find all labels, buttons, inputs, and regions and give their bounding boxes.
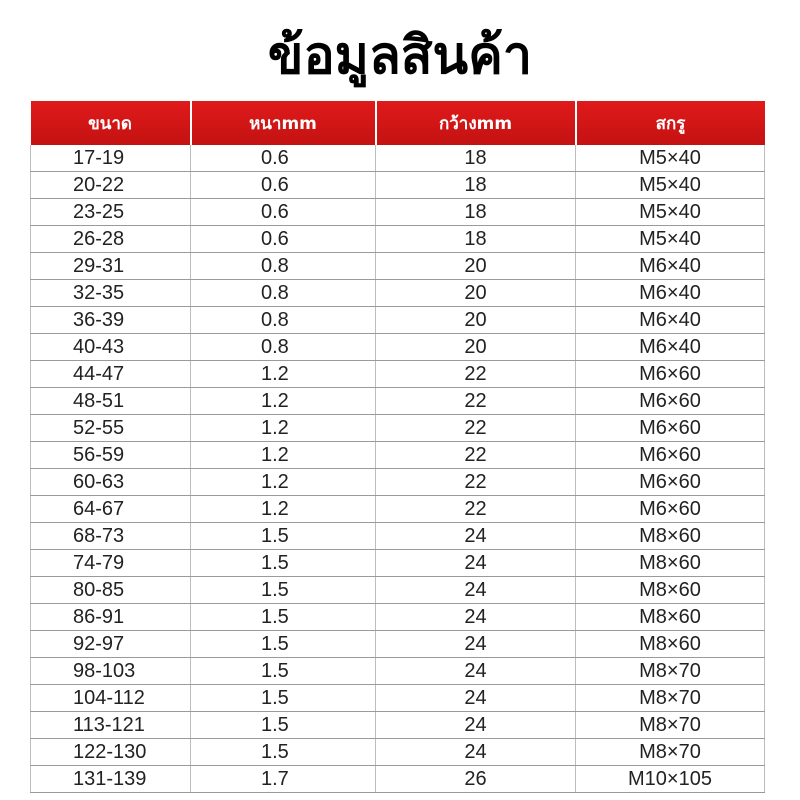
product-spec-table (30, 101, 765, 793)
width-cell: 24 (376, 631, 576, 658)
table-row (31, 415, 765, 442)
thickness-cell: 0.8 (191, 253, 376, 280)
thickness-cell: 1.5 (191, 712, 376, 739)
screw-cell: M5×40 (576, 172, 765, 199)
thickness-cell: 1.2 (191, 415, 376, 442)
screw-cell: M6×60 (576, 496, 765, 523)
table-row (31, 334, 765, 361)
screw-cell: M8×60 (576, 631, 765, 658)
width-cell: 20 (376, 280, 576, 307)
table-row (31, 361, 765, 388)
thickness-cell: 0.6 (191, 199, 376, 226)
size-cell: 36-39 (31, 307, 191, 334)
thickness-cell: 0.8 (191, 280, 376, 307)
size-cell: 122-130 (31, 739, 191, 766)
screw-cell: M6×60 (576, 361, 765, 388)
screw-cell: M8×60 (576, 550, 765, 577)
thickness-cell: 1.5 (191, 604, 376, 631)
thickness-cell: 1.5 (191, 739, 376, 766)
width-cell: 20 (376, 334, 576, 361)
width-cell: 22 (376, 388, 576, 415)
screw-cell: M6×60 (576, 442, 765, 469)
thickness-cell: 0.8 (191, 307, 376, 334)
thickness-cell: 1.2 (191, 469, 376, 496)
size-cell: 29-31 (31, 253, 191, 280)
table-row (31, 253, 765, 280)
size-cell: 131-139 (31, 766, 191, 793)
table-row (31, 550, 765, 577)
screw-cell: M6×60 (576, 415, 765, 442)
column-header-width: กว้างmm (376, 101, 576, 145)
screw-cell: M8×60 (576, 577, 765, 604)
size-cell: 98-103 (31, 658, 191, 685)
table-row (31, 280, 765, 307)
size-cell: 68-73 (31, 523, 191, 550)
thickness-cell: 1.5 (191, 523, 376, 550)
table-row (31, 172, 765, 199)
thickness-cell: 1.5 (191, 550, 376, 577)
width-cell: 22 (376, 496, 576, 523)
screw-cell: M5×40 (576, 199, 765, 226)
width-cell: 24 (376, 739, 576, 766)
width-cell: 18 (376, 199, 576, 226)
size-cell: 60-63 (31, 469, 191, 496)
thickness-cell: 1.2 (191, 496, 376, 523)
table-row (31, 766, 765, 793)
size-cell: 17-19 (31, 145, 191, 172)
width-cell: 22 (376, 361, 576, 388)
width-cell: 20 (376, 253, 576, 280)
table-row (31, 307, 765, 334)
table-row (31, 577, 765, 604)
width-cell: 24 (376, 604, 576, 631)
thickness-cell: 1.5 (191, 577, 376, 604)
screw-cell: M8×70 (576, 739, 765, 766)
size-cell: 104-112 (31, 685, 191, 712)
screw-cell: M6×40 (576, 280, 765, 307)
width-cell: 24 (376, 550, 576, 577)
table-row (31, 496, 765, 523)
screw-cell: M6×60 (576, 469, 765, 496)
thickness-cell: 0.6 (191, 226, 376, 253)
thickness-cell: 1.2 (191, 388, 376, 415)
size-cell: 52-55 (31, 415, 191, 442)
width-cell: 22 (376, 469, 576, 496)
table-row (31, 658, 765, 685)
column-header-size: ขนาด (31, 101, 191, 145)
width-cell: 24 (376, 658, 576, 685)
width-cell: 18 (376, 145, 576, 172)
screw-cell: M6×60 (576, 388, 765, 415)
width-cell: 24 (376, 712, 576, 739)
table-row (31, 712, 765, 739)
width-cell: 24 (376, 685, 576, 712)
width-cell: 20 (376, 307, 576, 334)
size-cell: 23-25 (31, 199, 191, 226)
thickness-cell: 1.7 (191, 766, 376, 793)
table-row (31, 226, 765, 253)
table-row (31, 685, 765, 712)
width-cell: 22 (376, 442, 576, 469)
size-cell: 32-35 (31, 280, 191, 307)
width-cell: 22 (376, 415, 576, 442)
screw-cell: M8×70 (576, 685, 765, 712)
screw-cell: M5×40 (576, 226, 765, 253)
page-title: ข้อมูลสินค้า (267, 26, 533, 86)
screw-cell: M6×40 (576, 253, 765, 280)
size-cell: 92-97 (31, 631, 191, 658)
screw-cell: M6×40 (576, 307, 765, 334)
screw-cell: M8×70 (576, 712, 765, 739)
table-row (31, 604, 765, 631)
size-cell: 20-22 (31, 172, 191, 199)
table-row (31, 739, 765, 766)
size-cell: 44-47 (31, 361, 191, 388)
table-row (31, 631, 765, 658)
column-header-screw: สกรู (576, 101, 765, 145)
table-row (31, 442, 765, 469)
width-cell: 24 (376, 577, 576, 604)
size-cell: 26-28 (31, 226, 191, 253)
size-cell: 48-51 (31, 388, 191, 415)
table-row (31, 523, 765, 550)
table-row (31, 145, 765, 172)
table-body (31, 145, 765, 793)
size-cell: 86-91 (31, 604, 191, 631)
thickness-cell: 0.6 (191, 145, 376, 172)
table-row (31, 199, 765, 226)
width-cell: 26 (376, 766, 576, 793)
screw-cell: M5×40 (576, 145, 765, 172)
screw-cell: M8×60 (576, 604, 765, 631)
screw-cell: M8×60 (576, 523, 765, 550)
table-row (31, 469, 765, 496)
thickness-cell: 1.5 (191, 631, 376, 658)
thickness-cell: 0.6 (191, 172, 376, 199)
screw-cell: M6×40 (576, 334, 765, 361)
column-header-thickness: หนาmm (191, 101, 376, 145)
screw-cell: M10×105 (576, 766, 765, 793)
width-cell: 24 (376, 523, 576, 550)
thickness-cell: 1.5 (191, 658, 376, 685)
thickness-cell: 1.5 (191, 685, 376, 712)
thickness-cell: 1.2 (191, 442, 376, 469)
thickness-cell: 1.2 (191, 361, 376, 388)
table-row (31, 388, 765, 415)
size-cell: 40-43 (31, 334, 191, 361)
width-cell: 18 (376, 172, 576, 199)
table-header (31, 101, 765, 145)
size-cell: 64-67 (31, 496, 191, 523)
size-cell: 56-59 (31, 442, 191, 469)
width-cell: 18 (376, 226, 576, 253)
size-cell: 113-121 (31, 712, 191, 739)
size-cell: 74-79 (31, 550, 191, 577)
size-cell: 80-85 (31, 577, 191, 604)
thickness-cell: 0.8 (191, 334, 376, 361)
screw-cell: M8×70 (576, 658, 765, 685)
table-header-row (31, 101, 765, 145)
